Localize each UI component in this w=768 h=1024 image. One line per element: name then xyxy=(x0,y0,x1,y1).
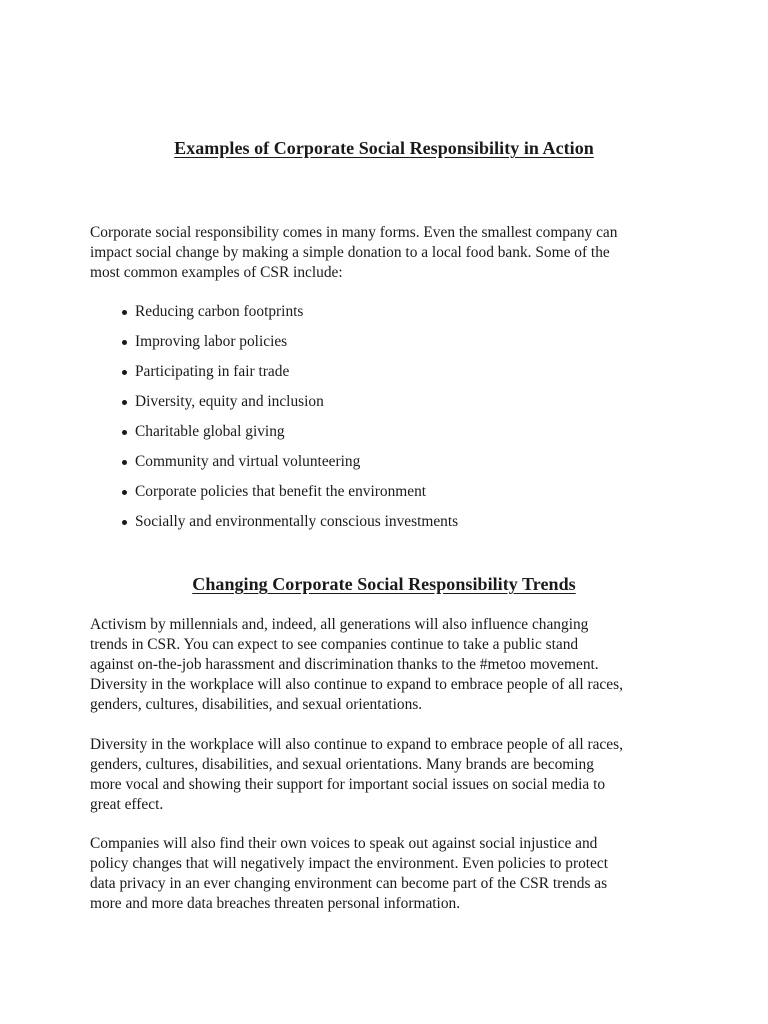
text-line: trends in CSR. You can expect to see companies continue to take a public stand xyxy=(90,636,579,653)
text-line: genders, cultures, disabilities, and sexual orientations. xyxy=(90,696,423,713)
list-item xyxy=(118,482,458,512)
text-line: most common examples of CSR include: xyxy=(90,264,343,281)
text-line: impact social change by making a simple donation to a local food bank. Some of the xyxy=(90,244,610,261)
bullet-icon xyxy=(122,460,127,465)
bullet-icon xyxy=(122,340,127,345)
text-line: great effect. xyxy=(90,796,164,813)
bullet-icon xyxy=(122,490,127,495)
bullet-icon xyxy=(122,520,127,525)
text-line: Diversity in the workplace will also continue to expand to embrace people of all races, xyxy=(90,676,623,693)
intro-paragraph xyxy=(90,223,690,283)
text-line: genders, cultures, disabilities, and sexual orientations. Many brands are becoming xyxy=(90,756,594,773)
list-item xyxy=(118,512,458,542)
text-line: Activism by millennials and, indeed, all generations will also influence changing xyxy=(90,616,589,633)
list-item xyxy=(118,452,458,482)
trends-paragraph-2 xyxy=(90,735,690,815)
text-line: Companies will also find their own voices to speak out against social injustice and xyxy=(90,835,598,852)
list-item-text: Community and virtual volunteering xyxy=(135,453,361,470)
trends-paragraph-1 xyxy=(90,615,690,715)
bullet-icon xyxy=(122,430,127,435)
list-item xyxy=(118,392,458,422)
text-line: Diversity in the workplace will also continue to expand to embrace people of all races, xyxy=(90,736,623,753)
list-item xyxy=(118,332,458,362)
list-item-text: Charitable global giving xyxy=(135,423,285,440)
bullet-icon xyxy=(122,400,127,405)
text-line: data privacy in an ever changing environment can become part of the CSR trends as xyxy=(90,875,608,892)
heading-csr-trends: Changing Corporate Social Responsibility Trends xyxy=(192,574,576,594)
list-item xyxy=(118,422,458,452)
list-item-text: Socially and environmentally conscious investments xyxy=(135,513,459,530)
trends-paragraph-3 xyxy=(90,834,690,914)
text-line: Corporate social responsibility comes in many forms. Even the smallest company can xyxy=(90,224,618,241)
list-item-text: Diversity, equity and inclusion xyxy=(135,393,324,410)
list-item-text: Reducing carbon footprints xyxy=(135,303,304,320)
text-line: against on-the-job harassment and discrimination thanks to the #metoo movement. xyxy=(90,656,599,673)
list-item-text: Participating in fair trade xyxy=(135,363,290,380)
csr-examples-list xyxy=(118,302,458,542)
text-line: more and more data breaches threaten personal information. xyxy=(90,895,461,912)
heading-csr-examples: Examples of Corporate Social Responsibility in Action xyxy=(174,138,594,158)
text-line: policy changes that will negatively impact the environment. Even policies to protect xyxy=(90,855,608,872)
list-item xyxy=(118,302,458,332)
bullet-icon xyxy=(122,370,127,375)
list-item-text: Improving labor policies xyxy=(135,333,288,350)
bullet-icon xyxy=(122,310,127,315)
list-item xyxy=(118,362,458,392)
list-item-text: Corporate policies that benefit the environment xyxy=(135,483,427,500)
text-line: more vocal and showing their support for important social issues on social media to xyxy=(90,776,606,793)
